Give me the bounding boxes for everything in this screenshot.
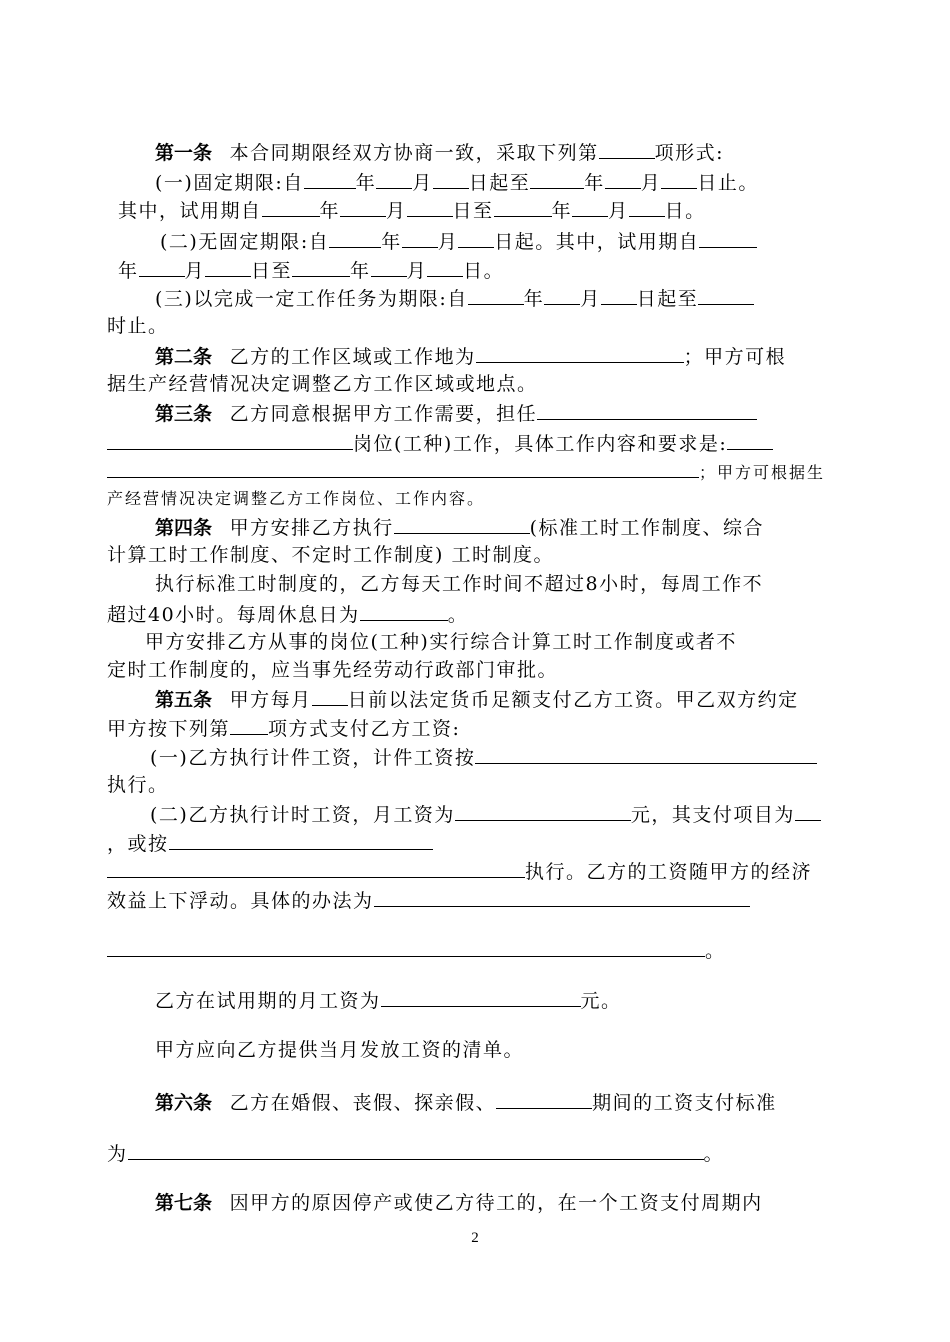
blank-leave-type[interactable]	[496, 1086, 592, 1109]
blank-open-trial-end-day[interactable]	[427, 254, 463, 277]
blank-fixed-start-day[interactable]	[433, 166, 469, 189]
blank-trial-start-day[interactable]	[407, 194, 453, 217]
blank-trial-wage[interactable]	[381, 984, 581, 1007]
blank-or-per-1[interactable]	[169, 827, 433, 850]
article1-line7: 时止。	[107, 315, 169, 337]
blank-open-trial-day[interactable]	[205, 254, 251, 277]
blank-method-2[interactable]	[107, 934, 705, 957]
article5-line9: 。	[107, 934, 847, 964]
blank-trial-start-month[interactable]	[340, 194, 386, 217]
article5-line5: (二)乙方执行计时工资，月工资为 元，其支付项目为	[150, 798, 890, 828]
article1-title: 第一条	[155, 142, 213, 164]
blank-trial-end-month[interactable]	[572, 194, 608, 217]
blank-open-start-month[interactable]	[402, 225, 438, 248]
blank-open-trial-end-year[interactable]	[292, 254, 350, 277]
article5-title: 第五条	[155, 689, 213, 711]
blank-position-1[interactable]	[537, 397, 757, 420]
article2-line2: 据生产经营情况决定调整乙方工作区域或地点。	[107, 373, 538, 395]
article1-line6: (三)以完成一定工作任务为期限:自 年 月 日起至	[155, 282, 895, 312]
blank-leave-pay-standard[interactable]	[128, 1137, 704, 1160]
article1-line3: 其中，试用期自 年 月 日至 年 月 日。	[118, 194, 858, 224]
blank-task-start-year[interactable]	[468, 282, 524, 305]
article4-line6: 定时工作制度的，应当事先经劳动行政部门审批。	[107, 659, 559, 681]
blank-open-trial-year[interactable]	[699, 225, 757, 248]
article2-line1: 第二条 乙方的工作区域或工作地为 ；甲方可根	[155, 340, 895, 370]
blank-pay-day[interactable]	[312, 683, 348, 706]
blank-piece-rate[interactable]	[475, 741, 817, 764]
blank-trial-start-year[interactable]	[262, 194, 320, 217]
blank-method-1[interactable]	[374, 884, 750, 907]
article5-line6: ，或按	[107, 827, 847, 857]
article4-line2: 计算工时工作制度、不定时工作制度) 工时制度。	[107, 544, 554, 566]
blank-fixed-end-day[interactable]	[661, 166, 697, 189]
article3-line3: ；甲方可根据生	[107, 455, 847, 485]
article5-line11: 甲方应向乙方提供当月发放工资的清单。	[155, 1039, 525, 1061]
article5-line2: 甲方按下列第 项方式支付乙方工资:	[107, 712, 847, 742]
blank-pay-items[interactable]	[795, 798, 821, 821]
article1-line4: (二)无固定期限:自 年 月 日起。其中，试用期自	[160, 225, 900, 255]
article1-line1: 第一条 本合同期限经双方协商一致，采取下列第 项形式:	[155, 136, 895, 166]
article3-line1: 第三条 乙方同意根据甲方工作需要，担任	[155, 397, 895, 427]
article3-line4: 产经营情况决定调整乙方工作岗位、工作内容。	[107, 489, 486, 508]
blank-open-trial-month[interactable]	[139, 254, 185, 277]
blank-open-start-year[interactable]	[329, 225, 381, 248]
article4-line5: 甲方安排乙方从事的岗位(工种)实行综合计算工时工作制度或者不	[145, 631, 737, 653]
article2-title: 第二条	[155, 346, 213, 368]
blank-trial-end-year[interactable]	[494, 194, 552, 217]
article5-line1: 第五条 甲方每月 日前以法定货币足额支付乙方工资。甲乙双方约定	[155, 683, 895, 713]
blank-task-start-month[interactable]	[544, 282, 580, 305]
blank-monthly-wage[interactable]	[455, 798, 631, 821]
article4-line3: 执行标准工时制度的，乙方每天工作时间不超过8小时，每周工作不	[155, 573, 764, 595]
blank-work-location[interactable]	[476, 340, 684, 363]
article5-line4: 执行。	[107, 774, 169, 796]
article1-line5: 年 月 日至 年 月 日。	[118, 254, 858, 284]
blank-form-choice[interactable]	[599, 136, 655, 159]
article6-title: 第六条	[155, 1092, 213, 1114]
article6-line1: 第六条 乙方在婚假、丧假、探亲假、 期间的工资支付标准	[155, 1086, 895, 1116]
article3-title: 第三条	[155, 403, 213, 425]
blank-rest-day[interactable]	[360, 598, 448, 621]
blank-task-end[interactable]	[698, 282, 754, 305]
blank-or-per-2[interactable]	[107, 855, 525, 878]
article5-line10: 乙方在试用期的月工资为 元。	[155, 984, 895, 1014]
blank-open-trial-end-month[interactable]	[371, 254, 407, 277]
article5-line8: 效益上下浮动。具体的办法为	[107, 884, 847, 914]
blank-fixed-start-year[interactable]	[304, 166, 356, 189]
article4-title: 第四条	[155, 517, 213, 539]
blank-requirements-2[interactable]	[107, 455, 699, 478]
article5-line7: 执行。乙方的工资随甲方的经济	[107, 855, 847, 885]
article4-line1: 第四条 甲方安排乙方执行 (标准工时工作制度、综合	[155, 511, 895, 541]
page-number: 2	[471, 1230, 479, 1246]
article3-line2: 岗位(工种)工作，具体工作内容和要求是:	[107, 427, 847, 457]
article7-line1: 第七条 因甲方的原因停产或使乙方待工的，在一个工资支付周期内	[155, 1188, 895, 1218]
blank-trial-end-day[interactable]	[629, 194, 665, 217]
blank-task-start-day[interactable]	[601, 282, 637, 305]
article6-line2: 为 。	[107, 1137, 847, 1167]
blank-work-hours-system[interactable]	[394, 511, 530, 534]
article5-line3: (一)乙方执行计件工资，计件工资按	[150, 741, 890, 771]
blank-fixed-end-month[interactable]	[605, 166, 641, 189]
blank-fixed-end-year[interactable]	[530, 166, 584, 189]
article1-line2: (一)固定期限:自 年 月 日起至 年 月 日止。	[155, 166, 895, 196]
blank-fixed-start-month[interactable]	[376, 166, 412, 189]
article7-title: 第七条	[155, 1192, 213, 1214]
blank-pay-method[interactable]	[230, 712, 268, 735]
article4-line4: 超过40小时。每周休息日为 。	[107, 598, 847, 628]
blank-requirements-1[interactable]	[727, 427, 773, 450]
blank-position-2[interactable]	[107, 427, 353, 450]
blank-open-start-day[interactable]	[458, 225, 494, 248]
